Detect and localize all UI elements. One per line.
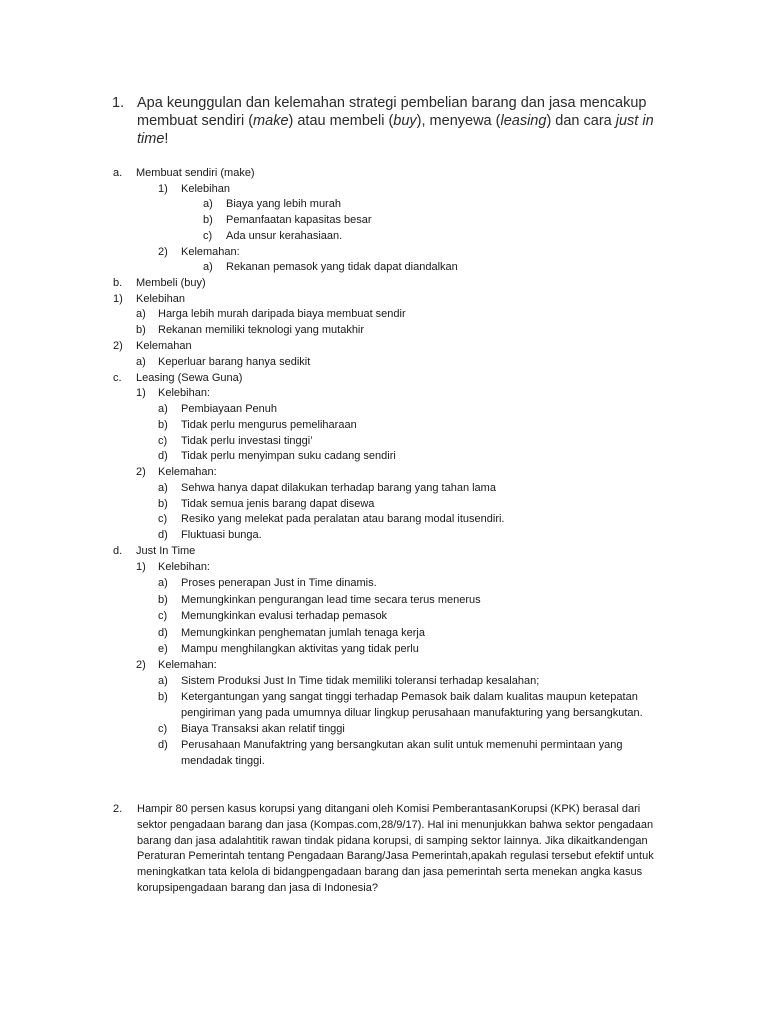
outline-text: Memungkinkan penghematan jumlah tenaga kerja: [181, 627, 425, 639]
outline-text: Kelebihan: [181, 183, 230, 195]
question-2-text: [137, 802, 673, 897]
outline-text: Sehwa hanya dapat dilakukan terhadap barang yang tahan lama: [181, 482, 496, 494]
question-1: [112, 94, 672, 148]
question-2-line: sektor pengadaan barang dan jasa (Kompas.com,28/9/17). Hal ini menunjukkan bahwa sektor pengadaan: [137, 818, 654, 831]
outline-text: Leasing (Sewa Guna): [136, 372, 243, 384]
question-2: [113, 802, 673, 897]
question-1-text: [137, 94, 672, 148]
q1-leasing: leasing: [500, 113, 547, 129]
outline-label: 2): [158, 246, 168, 258]
outline-text: Proses penerapan Just in Time dinamis.: [181, 577, 377, 589]
outline-label: a): [158, 403, 168, 415]
outline-text: Keperluar barang hanya sedikit: [158, 356, 311, 368]
outline-text: Kelemahan:: [181, 246, 240, 258]
outline-text: Memungkinkan evalusi terhadap pemasok: [181, 610, 388, 622]
outline-label: 1): [158, 183, 168, 195]
outline-label: 1): [136, 387, 146, 399]
outline-label: b.: [113, 277, 123, 289]
outline-text: Biaya yang lebih murah: [226, 198, 341, 210]
outline-label: a): [203, 198, 213, 210]
outline-text: Kelemahan: [136, 340, 192, 352]
outline-text: mendadak tinggi.: [181, 755, 265, 767]
outline-label: a): [203, 261, 213, 273]
outline-label: c): [203, 230, 213, 242]
q1-buy: buy: [393, 113, 417, 129]
outline-label: b): [158, 594, 168, 606]
q1-text-part: ), menyewa (: [416, 113, 501, 129]
outline-text: Kelebihan: [136, 293, 185, 305]
q1-make: make: [253, 113, 289, 129]
outline-label: a.: [113, 167, 123, 179]
outline-text: Ada unsur kerahasiaan.: [226, 230, 343, 242]
question-2-line: Hampir 80 persen kasus korupsi yang ditangani oleh Komisi PemberantasanKorupsi (KPK) berasal dari: [137, 803, 641, 815]
q1-text-part: ) dan cara: [546, 113, 616, 129]
question-2-number: 2.: [113, 803, 123, 815]
outline-text: Tidak perlu menyimpan suku cadang sendiri: [181, 450, 396, 462]
q1-text-part: !: [164, 131, 169, 147]
question-2-line: Peraturan Pemerintah tentang Pengadaan Barang/Jasa Pemerintah,apakah regulasi tersebut efektif untuk: [137, 850, 654, 863]
outline-label: 1): [136, 561, 146, 573]
outline-label: c): [158, 513, 168, 525]
outline-text: Membeli (buy): [136, 277, 206, 289]
outline-text: Rekanan pemasok yang tidak dapat diandalkan: [226, 261, 458, 273]
q1-text-part: ) atau membeli (: [288, 113, 394, 129]
outline-label: e): [158, 643, 168, 655]
outline-text: Perusahaan Manufaktring yang bersangkutan akan sulit untuk memenuhi permintaan yang: [181, 739, 623, 751]
outline-label: 2): [136, 659, 146, 671]
outline-text: Biaya Transaksi akan relatif tinggi: [181, 723, 345, 735]
outline-label: b): [158, 498, 168, 510]
outline-label: c.: [113, 372, 122, 384]
outline-label: c): [158, 610, 168, 622]
outline-text: Mampu menghilangkan aktivitas yang tidak perlu: [181, 643, 419, 655]
question-1-number: 1.: [112, 95, 125, 111]
q1-text-part: Apa keunggulan dan kelemahan strategi pembelian barang dan jasa mencakup membuat sendiri (: [137, 95, 647, 129]
outline-text: Fluktuasi bunga.: [181, 529, 262, 541]
outline-text: Kelebihan:: [158, 387, 210, 399]
outline-label: b): [158, 419, 168, 431]
outline-label: a): [158, 577, 168, 589]
outline-label: b): [136, 324, 146, 336]
outline-label: c): [158, 435, 168, 447]
outline-text: Membuat sendiri (make): [136, 167, 255, 179]
outline-text: Pemanfaatan kapasitas besar: [226, 214, 372, 226]
outline-text: Harga lebih murah daripada biaya membuat sendir: [158, 308, 406, 320]
outline-text: Resiko yang melekat pada peralatan atau barang modal itusendiri.: [181, 513, 505, 525]
outline-text: Kelemahan:: [158, 466, 217, 478]
outline-label: b): [203, 214, 213, 226]
outline-label: d): [158, 450, 168, 462]
outline-label: a): [158, 482, 168, 494]
outline-text: Kelemahan:: [158, 659, 217, 671]
outline-text: Pembiayaan Penuh: [181, 403, 278, 415]
outline-label: d): [158, 529, 168, 541]
outline-text: Tidak perlu investasi tinggi’: [181, 435, 313, 447]
outline-text: Tidak semua jenis barang dapat disewa: [181, 498, 375, 510]
outline-text: Rekanan memiliki teknologi yang mutakhir: [158, 324, 365, 336]
outline-label: a): [136, 308, 146, 320]
outline-label: 1): [113, 293, 123, 305]
outline-text: Tidak perlu mengurus pemeliharaan: [181, 419, 357, 431]
outline-label: b): [158, 691, 168, 703]
outline-label: a): [158, 675, 168, 687]
outline-text: Just In Time: [136, 545, 196, 557]
question-2-line: korupsipengadaan barang dan jasa di Indonesia?: [137, 881, 378, 894]
outline-label: 2): [113, 340, 123, 352]
outline-text: Memungkinkan pengurangan lead time secara terus menerus: [181, 594, 481, 606]
outline-label: d): [158, 627, 168, 639]
outline-text: Kelebihan:: [158, 561, 210, 573]
outline-label: c): [158, 723, 168, 735]
outline-text: Sistem Produksi Just In Time tidak memiliki toleransi terhadap kesalahan;: [181, 675, 540, 687]
outline-label: d): [158, 739, 168, 751]
outline-label: d.: [113, 545, 123, 557]
question-2-line: barang dan jasa adalahtitik rawan tindak pidana korupsi, di samping sektor lainnya. Jika dikaitkandengan: [137, 834, 648, 847]
outline-text: pengiriman yang pada umumnya diluar lingkup perusahaan manufakturing yang bersangkutan.: [181, 707, 643, 719]
outline-label: 2): [136, 466, 146, 478]
q1-jit: just in time: [137, 113, 654, 147]
question-2-line: meningkatkan tata kelola di bidangpengadaan barang dan jasa pemerintah serta menekan angka kasus: [137, 866, 643, 879]
outline-label: a): [136, 356, 146, 368]
outline-text: Ketergantungan yang sangat tinggi terhadap Pemasok baik dalam kualitas maupun ketepatan: [181, 691, 638, 703]
